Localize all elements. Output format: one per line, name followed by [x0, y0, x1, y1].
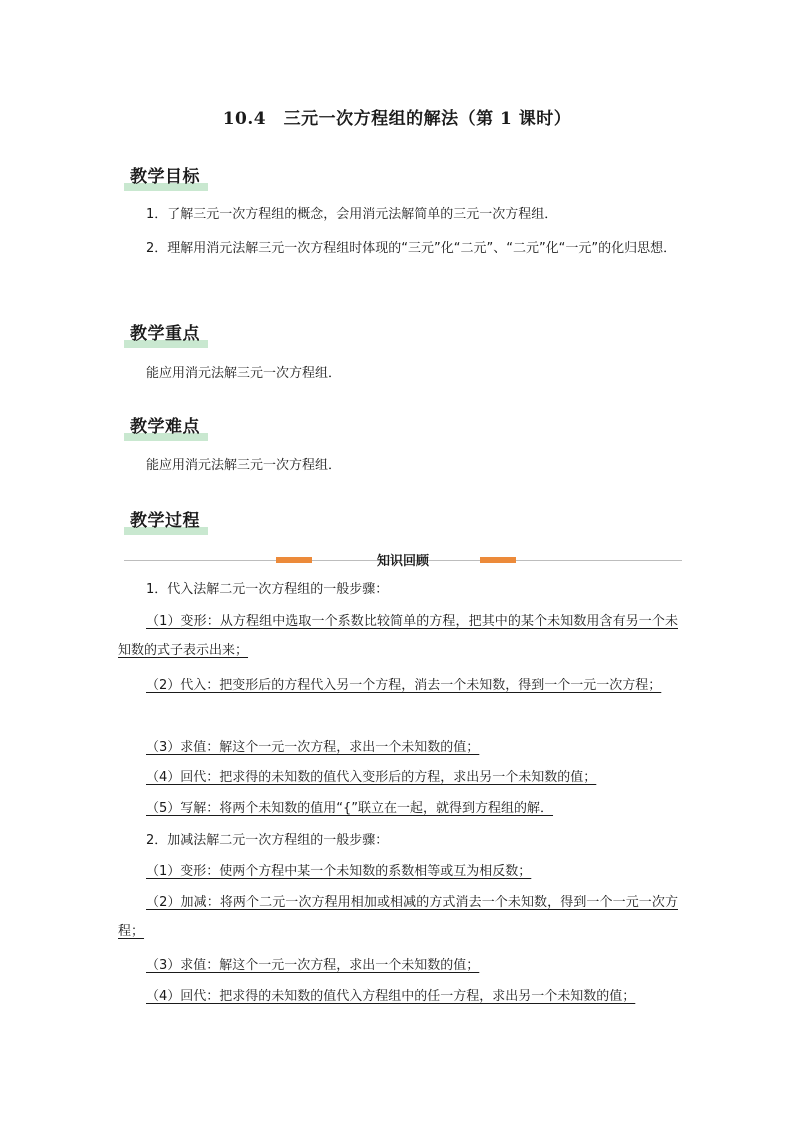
substitution-step-2: （2）代入：把变形后的方程代入另一个方程，消去一个未知数，得到一个一元一次方程；: [146, 678, 662, 693]
elimination-step-2: （2）加减：将两个二元一次方程用相加或相减的方式消去一个未知数，得到一个一元一次方程；: [118, 895, 678, 939]
substitution-title: 1．代入法解二元一次方程组的一般步骤：: [146, 582, 389, 597]
objective-item-1: 1．了解三元一次方程组的概念，会用消元法解简单的三元一次方程组．: [146, 207, 558, 222]
substitution-step-1: （1）变形：从方程组中选取一个系数比较简单的方程，把其中的某个未知数用含有另一个未知数的式子表示出来；: [118, 614, 678, 658]
elimination-step-1: （1）变形：使两个方程中某一个未知数的系数相等或互为相反数；: [146, 864, 532, 879]
elimination-step-4: （4）回代：把求得的未知数的值代入方程组中的任一方程，求出另一个未知数的值；: [146, 989, 636, 1004]
difficulties-heading: 教学难点: [128, 412, 204, 437]
elimination-title: 2．加减法解二元一次方程组的一般步骤：: [146, 833, 389, 848]
substitution-step-5: （5）写解：将两个未知数的值用“{”联立在一起，就得到方程组的解．: [146, 801, 554, 816]
difficulties-text: 能应用消元法解三元一次方程组．: [146, 458, 342, 473]
substitution-step-4: （4）回代：把求得的未知数的值代入变形后的方程，求出另一个未知数的值；: [146, 770, 597, 785]
knowledge-review-divider: [124, 553, 682, 567]
elimination-step-3: （3）求值：解这个一元一次方程，求出一个未知数的值；: [146, 958, 480, 973]
divider-label: 知识回顾: [376, 554, 429, 569]
key-points-heading: 教学重点: [128, 319, 204, 344]
document-title: 10.4 三元一次方程组的解法（第 1 课时）: [222, 109, 572, 129]
substitution-step-3: （3）求值：解这个一元一次方程，求出一个未知数的值；: [146, 740, 480, 755]
process-heading: 教学过程: [128, 506, 204, 531]
key-points-text: 能应用消元法解三元一次方程组．: [146, 366, 342, 381]
objectives-heading: 教学目标: [128, 162, 204, 187]
objective-item-2: 2．理解用消元法解三元一次方程组时体现的“三元”化“二元”、“二元”化“一元”的化归思想．: [146, 241, 677, 256]
